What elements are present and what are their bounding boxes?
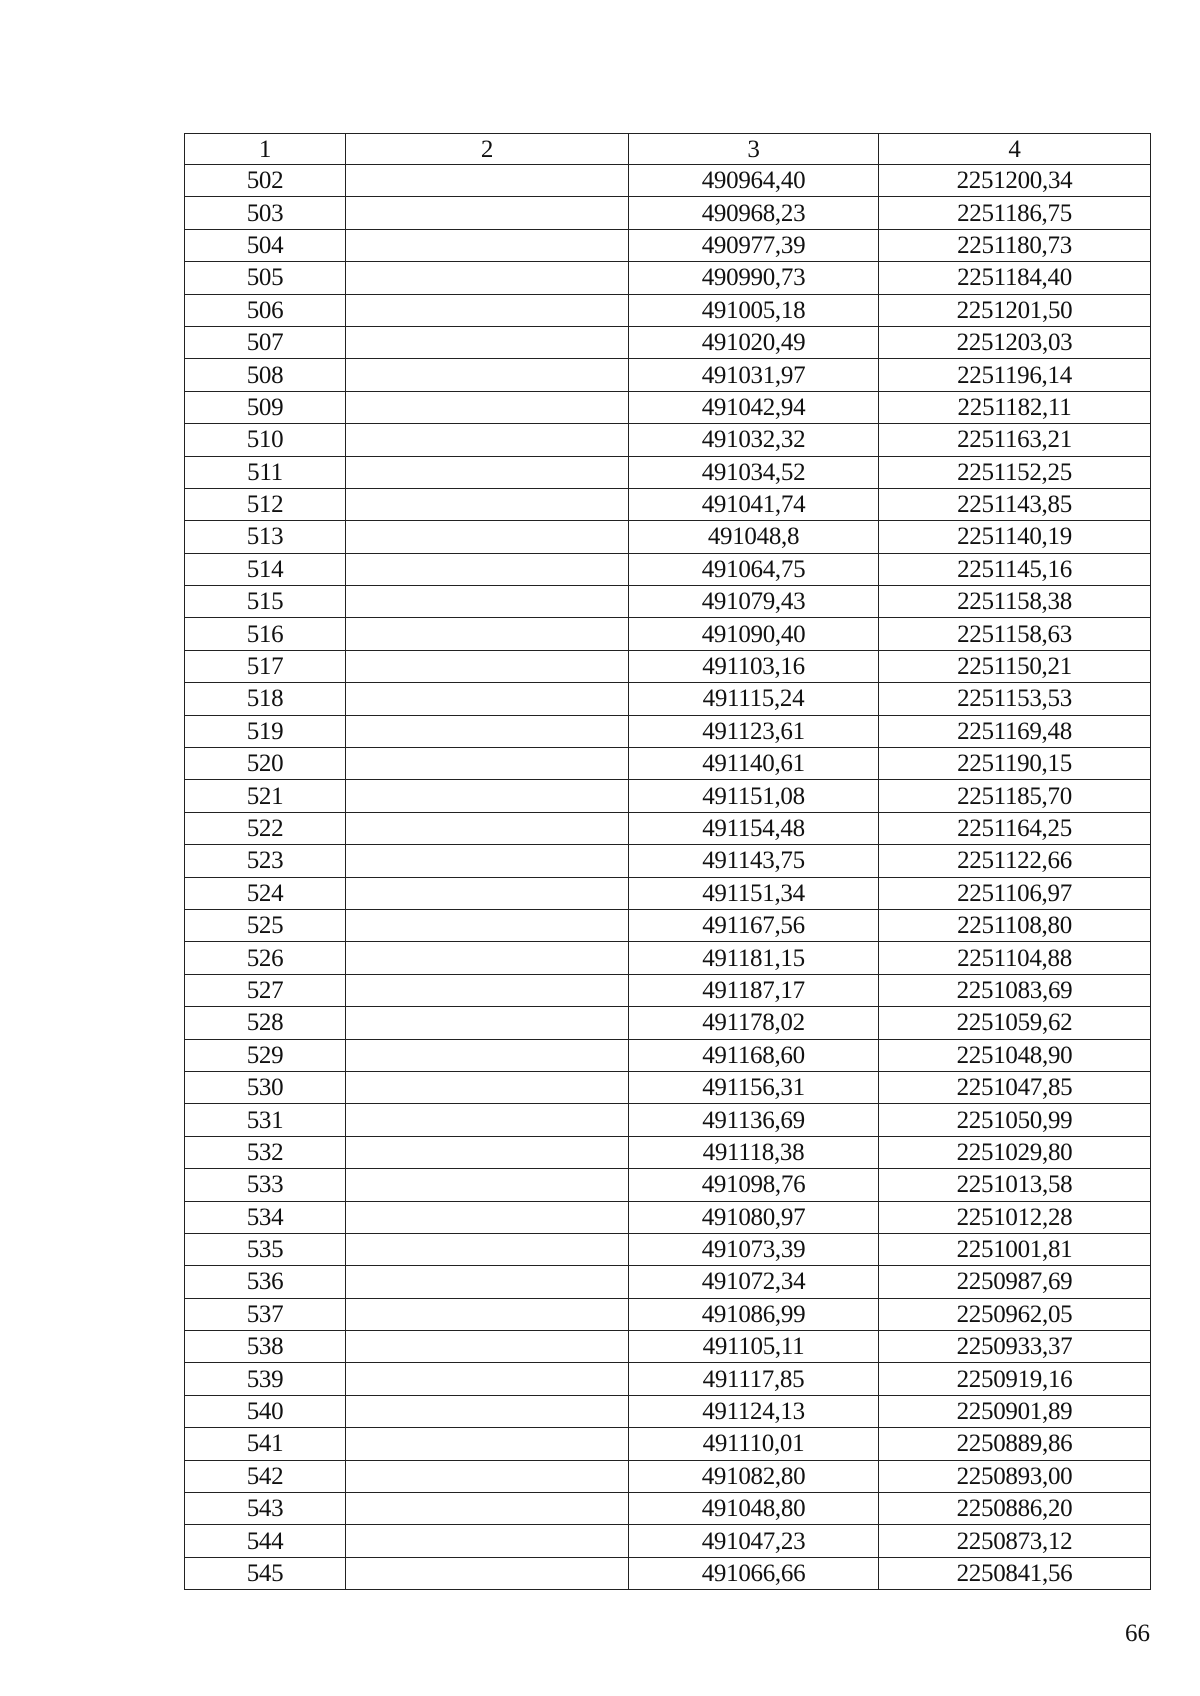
empty-cell — [346, 456, 629, 488]
x-coordinate-cell: 491080,97 — [629, 1201, 879, 1233]
table-row — [185, 1169, 1151, 1201]
empty-cell — [346, 1395, 629, 1427]
table-row — [185, 1233, 1151, 1265]
empty-cell — [346, 229, 629, 261]
point-number-cell: 540 — [185, 1395, 346, 1427]
empty-cell — [346, 1136, 629, 1168]
empty-cell — [346, 1557, 629, 1589]
table-row — [185, 1266, 1151, 1298]
y-coordinate-cell: 2251158,63 — [879, 618, 1151, 650]
table-row — [185, 165, 1151, 197]
point-number-cell: 512 — [185, 488, 346, 520]
empty-cell — [346, 1363, 629, 1395]
empty-cell — [346, 1039, 629, 1071]
y-coordinate-cell: 2251200,34 — [879, 165, 1151, 197]
point-number-cell: 536 — [185, 1266, 346, 1298]
y-coordinate-cell: 2251104,88 — [879, 942, 1151, 974]
empty-cell — [346, 262, 629, 294]
x-coordinate-cell: 491156,31 — [629, 1071, 879, 1103]
x-coordinate-cell: 491098,76 — [629, 1169, 879, 1201]
y-coordinate-cell: 2251169,48 — [879, 715, 1151, 747]
column-header-1: 1 — [185, 134, 346, 165]
empty-cell — [346, 618, 629, 650]
x-coordinate-cell: 490977,39 — [629, 229, 879, 261]
table-row — [185, 521, 1151, 553]
x-coordinate-cell: 491105,11 — [629, 1331, 879, 1363]
empty-cell — [346, 780, 629, 812]
y-coordinate-cell: 2251050,99 — [879, 1104, 1151, 1136]
empty-cell — [346, 1331, 629, 1363]
point-number-cell: 534 — [185, 1201, 346, 1233]
y-coordinate-cell: 2250987,69 — [879, 1266, 1151, 1298]
x-coordinate-cell: 491123,61 — [629, 715, 879, 747]
empty-cell — [346, 1007, 629, 1039]
point-number-cell: 525 — [185, 909, 346, 941]
table-row — [185, 1331, 1151, 1363]
empty-cell — [346, 650, 629, 682]
y-coordinate-cell: 2251182,11 — [879, 391, 1151, 423]
point-number-cell: 528 — [185, 1007, 346, 1039]
point-number-cell: 509 — [185, 391, 346, 423]
empty-cell — [346, 845, 629, 877]
x-coordinate-cell: 491151,08 — [629, 780, 879, 812]
y-coordinate-cell: 2251145,16 — [879, 553, 1151, 585]
table-row — [185, 197, 1151, 229]
point-number-cell: 511 — [185, 456, 346, 488]
table-row — [185, 326, 1151, 358]
table-row — [185, 845, 1151, 877]
y-coordinate-cell: 2250962,05 — [879, 1298, 1151, 1330]
table-row — [185, 424, 1151, 456]
y-coordinate-cell: 2251083,69 — [879, 974, 1151, 1006]
empty-cell — [346, 1169, 629, 1201]
coordinates-table — [184, 133, 1151, 1590]
empty-cell — [346, 974, 629, 1006]
table-row — [185, 942, 1151, 974]
x-coordinate-cell: 491031,97 — [629, 359, 879, 391]
x-coordinate-cell: 491042,94 — [629, 391, 879, 423]
empty-cell — [346, 1525, 629, 1557]
point-number-cell: 526 — [185, 942, 346, 974]
point-number-cell: 520 — [185, 748, 346, 780]
table-row — [185, 1363, 1151, 1395]
y-coordinate-cell: 2251180,73 — [879, 229, 1151, 261]
table-row — [185, 1525, 1151, 1557]
point-number-cell: 516 — [185, 618, 346, 650]
table-row — [185, 650, 1151, 682]
point-number-cell: 523 — [185, 845, 346, 877]
table-row — [185, 1104, 1151, 1136]
table-row — [185, 1071, 1151, 1103]
point-number-cell: 532 — [185, 1136, 346, 1168]
x-coordinate-cell: 490964,40 — [629, 165, 879, 197]
y-coordinate-cell: 2250893,00 — [879, 1460, 1151, 1492]
x-coordinate-cell: 491066,66 — [629, 1557, 879, 1589]
column-header-2: 2 — [346, 134, 629, 165]
table-row — [185, 1007, 1151, 1039]
x-coordinate-cell: 491115,24 — [629, 683, 879, 715]
point-number-cell: 506 — [185, 294, 346, 326]
empty-cell — [346, 683, 629, 715]
x-coordinate-cell: 491020,49 — [629, 326, 879, 358]
empty-cell — [346, 391, 629, 423]
x-coordinate-cell: 491117,85 — [629, 1363, 879, 1395]
x-coordinate-cell: 491143,75 — [629, 845, 879, 877]
y-coordinate-cell: 2251122,66 — [879, 845, 1151, 877]
point-number-cell: 529 — [185, 1039, 346, 1071]
y-coordinate-cell: 2251029,80 — [879, 1136, 1151, 1168]
empty-cell — [346, 812, 629, 844]
table-row — [185, 1493, 1151, 1525]
y-coordinate-cell: 2251108,80 — [879, 909, 1151, 941]
x-coordinate-cell: 491090,40 — [629, 618, 879, 650]
empty-cell — [346, 197, 629, 229]
y-coordinate-cell: 2251013,58 — [879, 1169, 1151, 1201]
table-row — [185, 1298, 1151, 1330]
point-number-cell: 502 — [185, 165, 346, 197]
empty-cell — [346, 521, 629, 553]
x-coordinate-cell: 491168,60 — [629, 1039, 879, 1071]
empty-cell — [346, 1493, 629, 1525]
y-coordinate-cell: 2251106,97 — [879, 877, 1151, 909]
point-number-cell: 542 — [185, 1460, 346, 1492]
empty-cell — [346, 326, 629, 358]
x-coordinate-cell: 491167,56 — [629, 909, 879, 941]
empty-cell — [346, 1298, 629, 1330]
x-coordinate-cell: 491041,74 — [629, 488, 879, 520]
empty-cell — [346, 1201, 629, 1233]
point-number-cell: 545 — [185, 1557, 346, 1589]
x-coordinate-cell: 491151,34 — [629, 877, 879, 909]
y-coordinate-cell: 2251164,25 — [879, 812, 1151, 844]
empty-cell — [346, 1233, 629, 1265]
table-row — [185, 618, 1151, 650]
y-coordinate-cell: 2251012,28 — [879, 1201, 1151, 1233]
table-row — [185, 1039, 1151, 1071]
empty-cell — [346, 877, 629, 909]
y-coordinate-cell: 2251150,21 — [879, 650, 1151, 682]
y-coordinate-cell: 2251203,03 — [879, 326, 1151, 358]
point-number-cell: 535 — [185, 1233, 346, 1265]
y-coordinate-cell: 2251184,40 — [879, 262, 1151, 294]
point-number-cell: 517 — [185, 650, 346, 682]
y-coordinate-cell: 2251059,62 — [879, 1007, 1151, 1039]
x-coordinate-cell: 491086,99 — [629, 1298, 879, 1330]
table-row — [185, 456, 1151, 488]
y-coordinate-cell: 2250841,56 — [879, 1557, 1151, 1589]
x-coordinate-cell: 491118,38 — [629, 1136, 879, 1168]
point-number-cell: 524 — [185, 877, 346, 909]
point-number-cell: 544 — [185, 1525, 346, 1557]
empty-cell — [346, 424, 629, 456]
point-number-cell: 513 — [185, 521, 346, 553]
y-coordinate-cell: 2251140,19 — [879, 521, 1151, 553]
point-number-cell: 522 — [185, 812, 346, 844]
x-coordinate-cell: 491110,01 — [629, 1428, 879, 1460]
y-coordinate-cell: 2251158,38 — [879, 586, 1151, 618]
table-row — [185, 715, 1151, 747]
x-coordinate-cell: 491032,32 — [629, 424, 879, 456]
empty-cell — [346, 586, 629, 618]
x-coordinate-cell: 491034,52 — [629, 456, 879, 488]
x-coordinate-cell: 491079,43 — [629, 586, 879, 618]
empty-cell — [346, 715, 629, 747]
x-coordinate-cell: 491082,80 — [629, 1460, 879, 1492]
x-coordinate-cell: 491178,02 — [629, 1007, 879, 1039]
point-number-cell: 518 — [185, 683, 346, 715]
x-coordinate-cell: 491124,13 — [629, 1395, 879, 1427]
empty-cell — [346, 909, 629, 941]
x-coordinate-cell: 490968,23 — [629, 197, 879, 229]
x-coordinate-cell: 491005,18 — [629, 294, 879, 326]
y-coordinate-cell: 2251152,25 — [879, 456, 1151, 488]
x-coordinate-cell: 491181,15 — [629, 942, 879, 974]
x-coordinate-cell: 491048,8 — [629, 521, 879, 553]
y-coordinate-cell: 2251163,21 — [879, 424, 1151, 456]
x-coordinate-cell: 491047,23 — [629, 1525, 879, 1557]
table-header — [185, 134, 1151, 165]
table-row — [185, 586, 1151, 618]
x-coordinate-cell: 491064,75 — [629, 553, 879, 585]
empty-cell — [346, 488, 629, 520]
y-coordinate-cell: 2251001,81 — [879, 1233, 1151, 1265]
x-coordinate-cell: 491140,61 — [629, 748, 879, 780]
empty-cell — [346, 1428, 629, 1460]
x-coordinate-cell: 491103,16 — [629, 650, 879, 682]
table-row — [185, 1201, 1151, 1233]
table-row — [185, 1460, 1151, 1492]
x-coordinate-cell: 490990,73 — [629, 262, 879, 294]
column-header-3: 3 — [629, 134, 879, 165]
point-number-cell: 533 — [185, 1169, 346, 1201]
y-coordinate-cell: 2251201,50 — [879, 294, 1151, 326]
point-number-cell: 507 — [185, 326, 346, 358]
table-row — [185, 1557, 1151, 1589]
table-row — [185, 683, 1151, 715]
empty-cell — [346, 294, 629, 326]
x-coordinate-cell: 491136,69 — [629, 1104, 879, 1136]
y-coordinate-cell: 2250889,86 — [879, 1428, 1151, 1460]
empty-cell — [346, 1460, 629, 1492]
table-row — [185, 1136, 1151, 1168]
x-coordinate-cell: 491073,39 — [629, 1233, 879, 1265]
y-coordinate-cell: 2250873,12 — [879, 1525, 1151, 1557]
table-row — [185, 262, 1151, 294]
point-number-cell: 541 — [185, 1428, 346, 1460]
point-number-cell: 543 — [185, 1493, 346, 1525]
point-number-cell: 521 — [185, 780, 346, 812]
empty-cell — [346, 748, 629, 780]
table-row — [185, 359, 1151, 391]
point-number-cell: 503 — [185, 197, 346, 229]
x-coordinate-cell: 491072,34 — [629, 1266, 879, 1298]
empty-cell — [346, 1104, 629, 1136]
y-coordinate-cell: 2250901,89 — [879, 1395, 1151, 1427]
table-row — [185, 391, 1151, 423]
table-row — [185, 909, 1151, 941]
y-coordinate-cell: 2251185,70 — [879, 780, 1151, 812]
table-row — [185, 229, 1151, 261]
empty-cell — [346, 1071, 629, 1103]
page-number: 66 — [1125, 1620, 1150, 1647]
empty-cell — [346, 553, 629, 585]
y-coordinate-cell: 2251186,75 — [879, 197, 1151, 229]
table-row — [185, 748, 1151, 780]
point-number-cell: 514 — [185, 553, 346, 585]
x-coordinate-cell: 491154,48 — [629, 812, 879, 844]
y-coordinate-cell: 2250886,20 — [879, 1493, 1151, 1525]
point-number-cell: 537 — [185, 1298, 346, 1330]
y-coordinate-cell: 2251190,15 — [879, 748, 1151, 780]
point-number-cell: 515 — [185, 586, 346, 618]
table-row — [185, 780, 1151, 812]
point-number-cell: 519 — [185, 715, 346, 747]
y-coordinate-cell: 2251196,14 — [879, 359, 1151, 391]
y-coordinate-cell: 2250919,16 — [879, 1363, 1151, 1395]
x-coordinate-cell: 491048,80 — [629, 1493, 879, 1525]
point-number-cell: 539 — [185, 1363, 346, 1395]
empty-cell — [346, 359, 629, 391]
table-body — [185, 165, 1151, 1590]
point-number-cell: 505 — [185, 262, 346, 294]
table-row — [185, 812, 1151, 844]
table-row — [185, 488, 1151, 520]
empty-cell — [346, 1266, 629, 1298]
point-number-cell: 510 — [185, 424, 346, 456]
table-row — [185, 1428, 1151, 1460]
point-number-cell: 538 — [185, 1331, 346, 1363]
table-row — [185, 877, 1151, 909]
point-number-cell: 527 — [185, 974, 346, 1006]
y-coordinate-cell: 2251048,90 — [879, 1039, 1151, 1071]
point-number-cell: 530 — [185, 1071, 346, 1103]
y-coordinate-cell: 2251047,85 — [879, 1071, 1151, 1103]
point-number-cell: 531 — [185, 1104, 346, 1136]
point-number-cell: 504 — [185, 229, 346, 261]
table-row — [185, 294, 1151, 326]
y-coordinate-cell: 2251143,85 — [879, 488, 1151, 520]
table-row — [185, 553, 1151, 585]
empty-cell — [346, 942, 629, 974]
header-row — [185, 134, 1151, 165]
x-coordinate-cell: 491187,17 — [629, 974, 879, 1006]
y-coordinate-cell: 2251153,53 — [879, 683, 1151, 715]
empty-cell — [346, 165, 629, 197]
column-header-4: 4 — [879, 134, 1151, 165]
point-number-cell: 508 — [185, 359, 346, 391]
table-row — [185, 1395, 1151, 1427]
y-coordinate-cell: 2250933,37 — [879, 1331, 1151, 1363]
table-row — [185, 974, 1151, 1006]
